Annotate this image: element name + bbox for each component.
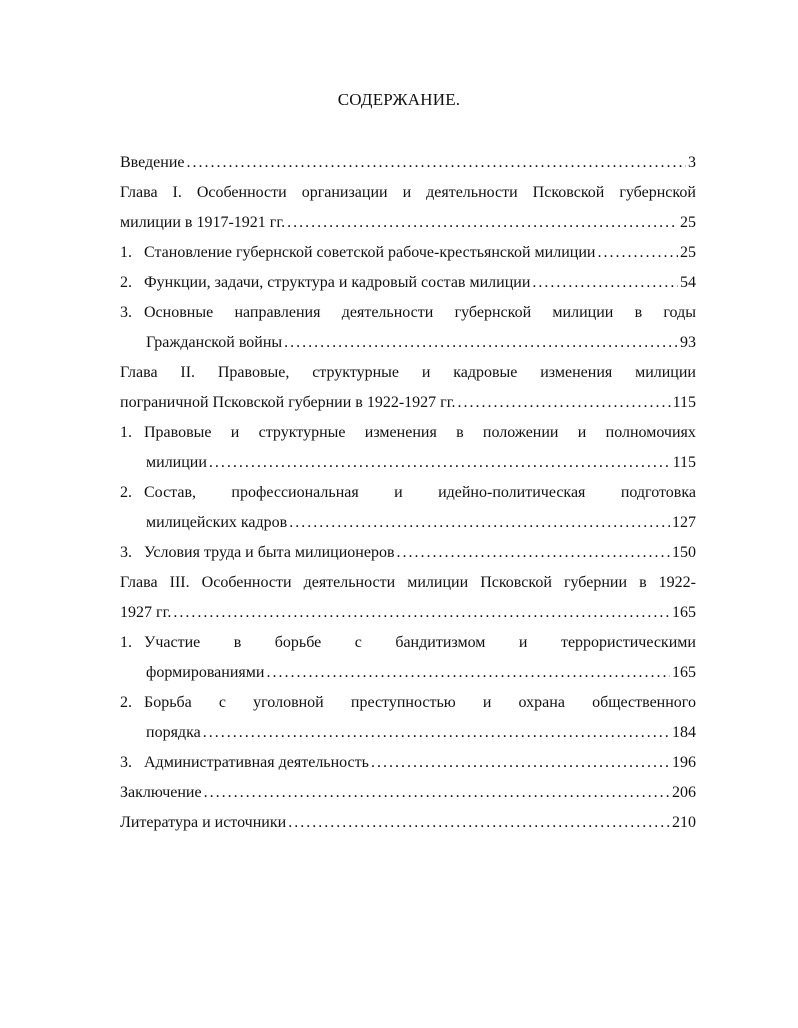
dot-leader [187,148,687,178]
toc-page-number: 196 [672,754,696,771]
section-number: 1. [120,424,132,441]
justified-words [144,298,696,328]
toc-page-number: 25 [680,214,696,231]
toc-page-number: 115 [672,454,696,471]
dot-leader [203,718,670,748]
toc-section-2-3 [120,538,696,568]
toc-word: I. [172,184,182,201]
toc-word: террористическими [560,634,696,651]
section-number: 1. [120,244,132,261]
toc-word: положении [482,424,559,441]
toc-word: милиции [552,304,614,321]
toc-entry-label: Административная деятельность [144,754,369,771]
section-number: 3. [120,544,132,561]
toc-word: борьбе [274,634,322,651]
dot-leader [532,268,678,298]
toc-page-number: 54 [680,274,696,291]
toc-entry-label: милицейских кадров [146,514,288,531]
toc-section-1-2 [120,268,696,298]
toc-word: милиции [407,574,469,591]
toc-word: подготовка [620,484,696,501]
table-of-contents [120,148,696,838]
toc-entry-label: порядка [146,724,201,741]
toc-word: Участие [144,634,201,651]
justified-words [144,688,696,718]
justified-words [120,358,696,388]
toc-entry-label: Литература и источники [120,814,287,831]
dot-leader [397,538,671,568]
toc-page-number: 184 [672,724,696,741]
justified-words [144,628,696,658]
dot-leader [209,448,671,478]
toc-page-number: 150 [672,544,696,561]
toc-section-1-1 [120,238,696,268]
toc-section-3-3 [120,748,696,778]
dot-leader [288,808,670,838]
toc-section-1-3-line2 [120,328,696,358]
justified-words [144,418,696,448]
toc-chapter-2-line2 [120,388,696,418]
toc-chapter-1-line1 [120,178,696,208]
toc-word: Глава [120,574,158,591]
toc-word: направления [234,304,321,321]
toc-word: деятельности [341,304,434,321]
toc-section-3-1-line2 [120,658,696,688]
toc-chapter-2-line1 [120,358,696,388]
toc-word: Глава [120,364,158,381]
toc-section-3-2-line2 [120,718,696,748]
toc-word: общественного [592,694,696,711]
toc-word: Псковской [532,184,605,201]
toc-entry-label: милиции в 1917-1921 гг. [120,214,286,231]
toc-section-2-2-line2 [120,508,696,538]
toc-word: в [233,634,242,651]
dot-leader [287,208,678,238]
dot-leader [597,238,678,268]
toc-word: преступностью [350,694,456,711]
toc-word: в [639,574,647,591]
justified-words [144,478,696,508]
page-title: СОДЕРЖАНИЕ. [337,90,461,109]
dot-leader [266,658,670,688]
toc-page-number: 210 [672,814,696,831]
toc-entry-label: Введение [120,154,185,171]
toc-word: бандитизмом [395,634,486,651]
toc-word: и [577,424,587,441]
toc-word: II. [180,364,196,381]
toc-chapter-1-line2 [120,208,696,238]
toc-word: и [421,364,431,381]
toc-entry-intro [120,148,696,178]
toc-page-number: 206 [672,784,696,801]
toc-word: губернской [619,184,696,201]
toc-page-number: 25 [680,244,696,261]
toc-page-number: 93 [680,334,696,351]
toc-word: Псковской [480,574,552,591]
toc-word: милиции [635,364,696,381]
toc-section-2-1-line1 [120,418,696,448]
toc-word: изменения [364,424,437,441]
toc-word: и [402,184,412,201]
toc-word: изменения [540,364,613,381]
toc-word: охрана [518,694,565,711]
toc-word: деятельности [303,574,396,591]
toc-word: Особенности [201,574,292,591]
toc-word: Правовые, [217,364,290,381]
toc-chapter-3-line1 [120,568,696,598]
toc-word: Основные [144,304,214,321]
toc-word: и [394,484,403,501]
toc-entry-label: Условия труда и быта милиционеров [144,544,395,561]
section-number: 3. [120,304,132,321]
toc-entry-conclusion [120,778,696,808]
toc-word: профессиональная [231,484,359,501]
toc-word: III. [169,574,190,591]
toc-word: в [456,424,464,441]
toc-page-number: 127 [672,514,696,531]
toc-section-1-3-line1 [120,298,696,328]
toc-word: Особенности [196,184,287,201]
dot-leader [284,328,678,358]
toc-word: в [634,304,643,321]
toc-word: структурные [312,364,400,381]
justified-words [120,568,696,598]
section-number: 2. [120,274,132,291]
toc-word: уголовной [253,694,324,711]
justified-words [120,178,696,208]
toc-entry-literature [120,808,696,838]
dot-leader [371,748,670,778]
section-number: 2. [120,694,132,711]
toc-entry-label: 1927 гг. [120,604,172,621]
toc-word: и [230,424,240,441]
toc-word: идейно-политическая [438,484,586,501]
toc-word: губернии [563,574,628,591]
toc-entry-label: Заключение [120,784,202,801]
toc-word: и [482,694,492,711]
toc-word: Глава [120,184,158,201]
dot-leader [458,388,671,418]
toc-page-number: 115 [672,394,696,411]
dot-leader [204,778,670,808]
toc-section-2-1-line2 [120,448,696,478]
toc-entry-label: Гражданской войны [146,334,283,351]
toc-word: и [518,634,528,651]
dot-leader [289,508,670,538]
toc-section-2-2-line1 [120,478,696,508]
toc-entry-label: Функции, задачи, структура и кадровый состав милиции [144,274,531,291]
toc-chapter-3-line2 [120,598,696,628]
toc-page-number: 165 [672,604,696,621]
section-number: 2. [120,484,132,501]
toc-word: структурные [258,424,346,441]
toc-word: деятельности [426,184,518,201]
toc-word: Правовые [144,424,212,441]
toc-entry-label: Становление губернской советской рабоче-крестьянской милиции [144,244,596,261]
toc-word: губернской [454,304,532,321]
toc-entry-label: формированиями [146,664,265,681]
toc-word: Борьба [144,694,192,711]
toc-word: годы [663,304,696,321]
toc-section-3-1-line1 [120,628,696,658]
toc-word: с [218,694,226,711]
section-number: 1. [120,634,132,651]
toc-word: полномочиях [605,424,696,441]
toc-section-3-2-line1 [120,688,696,718]
toc-entry-label: милиции [146,454,207,471]
dot-leader [173,598,670,628]
section-number: 3. [120,754,132,771]
toc-word: организации [301,184,388,201]
toc-word: с [354,634,362,651]
toc-page-number: 165 [672,664,696,681]
toc-entry-label: пограничной Псковской губернии в 1922-1927 гг. [120,394,456,411]
toc-word: Состав, [144,484,197,501]
toc-word: кадровые [453,364,518,381]
toc-word: 1922- [658,574,696,591]
toc-page-number: 3 [688,154,696,171]
